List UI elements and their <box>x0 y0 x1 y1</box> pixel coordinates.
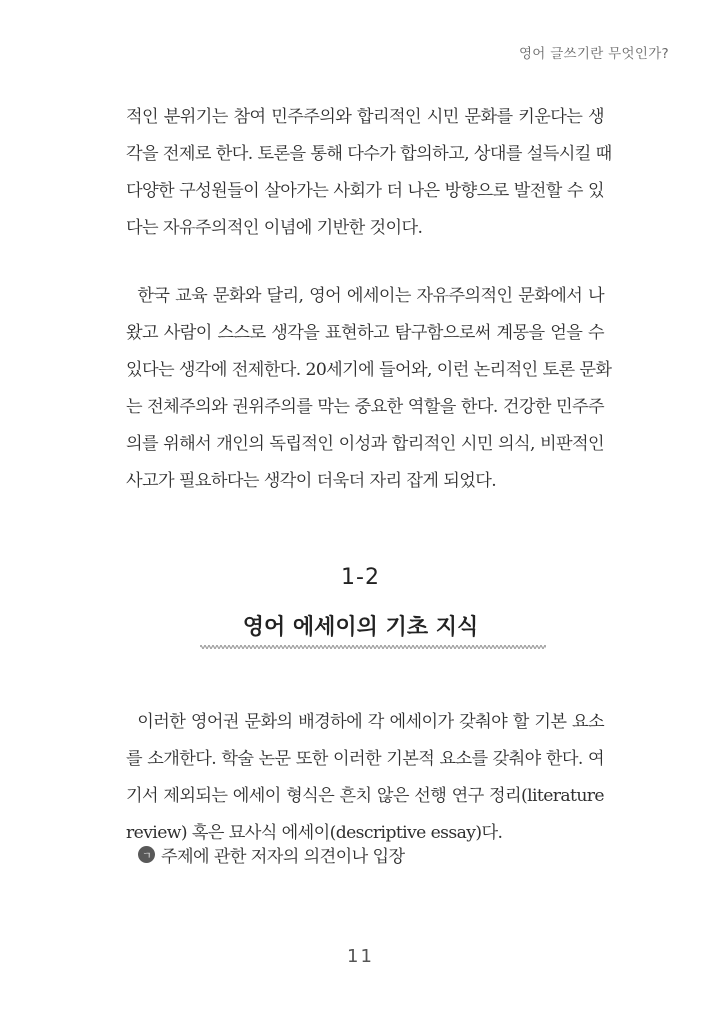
paragraph-line: 의를 위해서 개인의 독립적인 이성과 합리적인 시민 의식, 비판적인 <box>126 434 604 454</box>
running-header: 영어 글쓰기란 무엇인가? <box>518 46 669 62</box>
paragraph-line: 는 전체주의와 권위주의를 막는 중요한 역할을 한다. 건강한 민주주 <box>126 397 604 417</box>
paragraph-line: 적인 분위기는 참여 민주주의와 합리적인 시민 문화를 키운다는 생 <box>126 107 604 127</box>
paragraph-line: review) 혹은 묘사식 에세이(descriptive essay)다. <box>126 823 503 843</box>
paragraph-line: 사고가 필요하다는 생각이 더욱더 자리 잡게 되었다. <box>126 471 497 491</box>
paragraph-1 <box>126 99 612 247</box>
paragraph-line: 기서 제외되는 에세이 형식은 흔치 않은 선행 연구 정리(literature <box>126 786 604 806</box>
paragraph-line: 있다는 생각에 전제한다. 20세기에 들어와, 이런 논리적인 토론 문화 <box>126 360 612 380</box>
paragraph-line: 이러한 영어권 문화의 배경하에 각 에세이가 갖춰야 할 기본 요소 <box>126 712 604 732</box>
bullet-badge-icon: ㄱ <box>138 846 155 863</box>
bullet-text: 주제에 관한 저자의 의견이나 입장 <box>161 847 405 867</box>
paragraph-line: 다는 자유주의적인 이념에 기반한 것이다. <box>126 218 423 238</box>
title-wavy-underline <box>200 643 546 651</box>
section-title: 영어 에세이의 기초 지식 <box>242 615 479 640</box>
page-number: 11 <box>347 946 374 967</box>
paragraph-3 <box>126 704 604 852</box>
paragraph-line: 왔고 사람이 스스로 생각을 표현하고 탐구함으로써 계몽을 얻을 수 <box>126 323 604 343</box>
paragraph-2 <box>126 278 612 500</box>
bullet-item <box>138 842 405 867</box>
paragraph-line: 각을 전제로 한다. 토론을 통해 다수가 합의하고, 상대를 설득시킬 때 <box>126 144 612 164</box>
paragraph-line: 다양한 구성원들이 살아가는 사회가 더 나은 방향으로 발전할 수 있 <box>126 181 604 201</box>
paragraph-line: 한국 교육 문화와 달리, 영어 에세이는 자유주의적인 문화에서 나 <box>126 286 604 306</box>
paragraph-line: 를 소개한다. 학술 논문 또한 이러한 기본적 요소를 갖춰야 한다. 여 <box>126 749 604 769</box>
section-number: 1-2 <box>341 565 380 590</box>
